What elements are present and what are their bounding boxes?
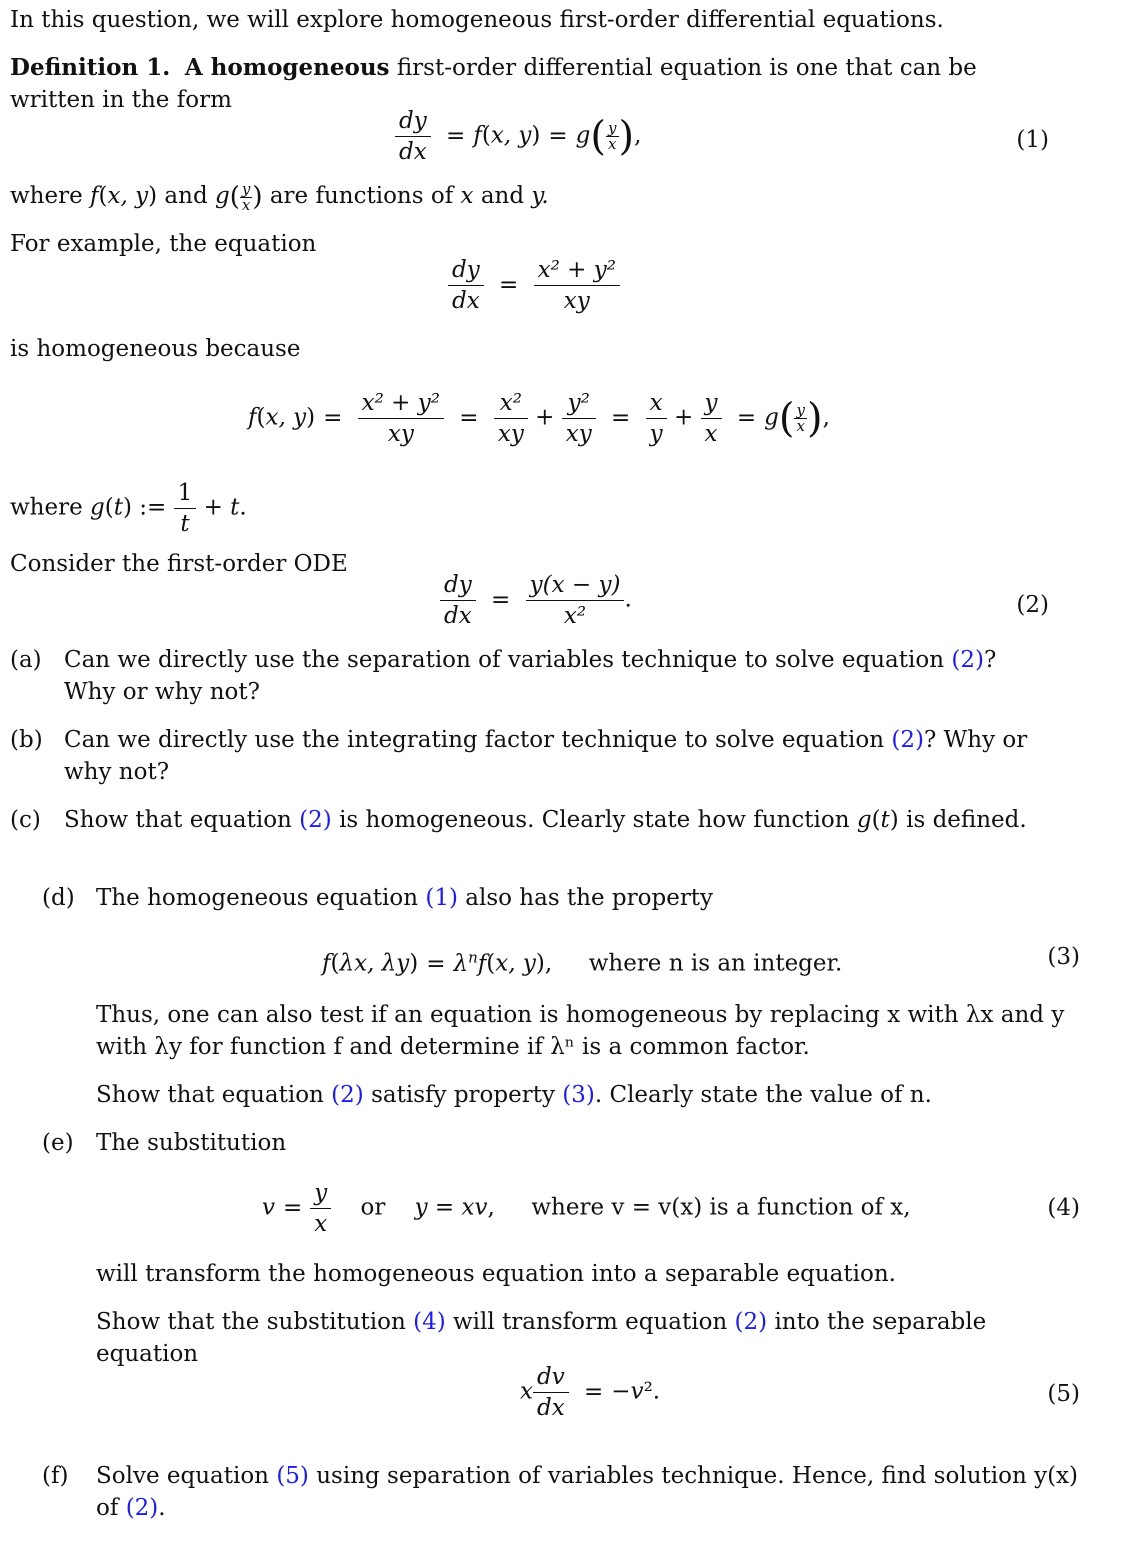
part-f: (f) Solve equation (5) using separation of variables technique. Hence, find solution y(x) of (2). xyxy=(42,1463,1078,1521)
part-d-show: Show that equation (2) satisfy property (3). Clearly state the value of n. xyxy=(96,1082,932,1108)
homogeneous-derivation: f(x, y) = $\frac{\text{x² + y²}}{xy}$ = $\frac{\text{x²}}{xy}$ + $\frac{\text{y²}}{xy}$ = $\frac{x}{y}$ + $\frac{y}{x}$ = g( $\frac{y}{x}$ ), xyxy=(248,390,830,447)
part-e-paragraph: will transform the homogeneous equation into a separable equation. xyxy=(96,1261,896,1287)
part-b: (b) Can we directly use the integrating factor technique to solve equation (2)? Why or why not? xyxy=(10,727,1028,785)
example-intro: For example, the equation xyxy=(10,231,317,257)
is-homogeneous-text: is homogeneous because xyxy=(10,336,301,362)
part-d: (d) The homogeneous equation (1) also has the property xyxy=(42,885,714,911)
definition-text: first-order differential equation is one that can be written in the form xyxy=(10,55,977,113)
part-d-paragraph: Thus, one can also test if an equation is homogeneous by replacing x with λx and y with λy for function f and determine if λⁿ is a common factor. xyxy=(96,1002,1065,1060)
where-line: where f(x, y) and g( $\frac{y}{x}$ ) are functions of x and y. xyxy=(10,179,549,214)
equation-1-number: (1) xyxy=(1016,127,1049,153)
equation-5-number: (5) xyxy=(1047,1381,1080,1407)
example-equation: $\frac{dy}{dx}$ = $\frac{\text{x² + y²}}{xy}$ xyxy=(448,255,620,316)
consider-text: Consider the first-order ODE xyxy=(10,551,348,577)
equation-4-number: (4) xyxy=(1047,1195,1080,1221)
equation-2-number: (2) xyxy=(1016,592,1049,618)
g-definition: where g(t) := $\frac{1}{t}$ + t. xyxy=(10,480,247,537)
equation-3: f(λx, $\lambda y) = \lambda^nf(x$, y), where n is an integer. xyxy=(322,948,843,977)
definition-bold-word: A homogeneous xyxy=(184,54,390,81)
equation-5: x $\frac{dv}{dx}$ = −v². xyxy=(520,1364,661,1421)
equation-4: v = $\frac{y}{x}$ or y = xv, where v = v(x) is a function of x, xyxy=(262,1180,911,1237)
part-a: (a) Can we directly use the separation of variables technique to solve equation (2)? Why or why not? xyxy=(10,647,997,705)
part-e: (e) The substitution xyxy=(42,1130,287,1156)
equation-3-number: (3) xyxy=(1047,944,1080,970)
definition-label: Definition 1. xyxy=(10,54,171,81)
equation-1: $\frac{dy}{dx}$ = f(x, y) = g( $\frac{y}{x}$ ), xyxy=(395,106,641,167)
intro-text: In this question, we will explore homogeneous first-order differential equations. xyxy=(10,7,944,33)
part-e-show: Show that the substitution (4) will transform equation (2) into the separable equation xyxy=(96,1309,987,1367)
equation-2: $\frac{dy}{dx}$ = $\frac{y(x - y)}{\text{x²}}$ . xyxy=(440,570,632,631)
part-c: (c) Show that equation (2) is homogeneous. Clearly state how function g(t) is defined. xyxy=(10,807,1027,833)
